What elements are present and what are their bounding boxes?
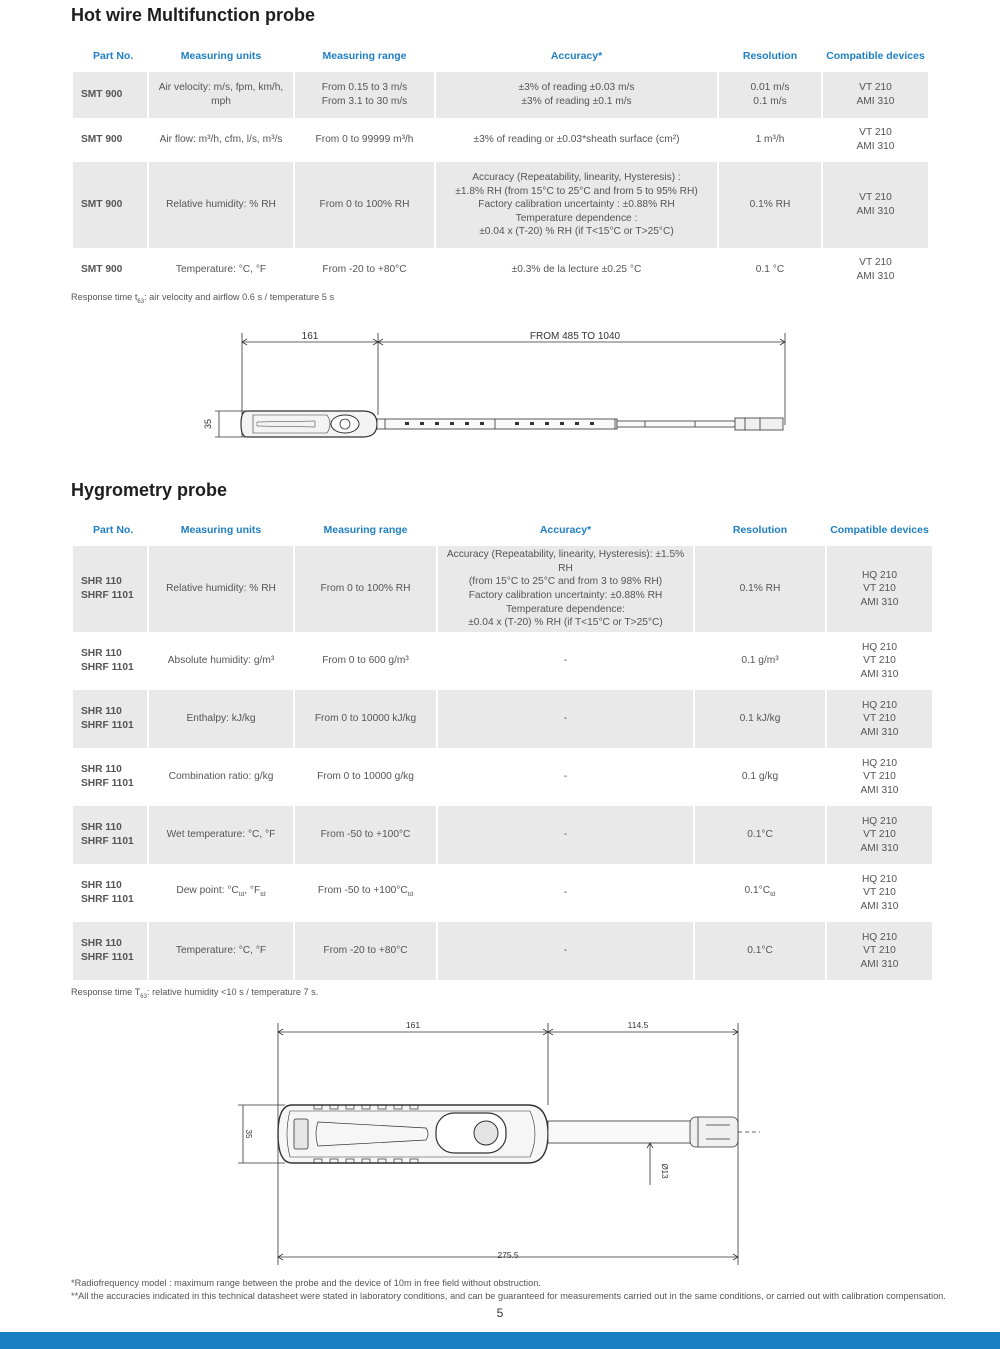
- cell-measuring-units: Wet temperature: °C, °F: [149, 806, 293, 864]
- cell-resolution: 1 m³/h: [719, 118, 821, 162]
- cell-measuring-units: Air velocity: m/s, fpm, km/h, mph: [149, 72, 293, 118]
- cell-compatible-devices: VT 210 AMI 310: [823, 72, 928, 118]
- cell-accuracy: ±3% of reading ±0.03 m/s ±3% of reading ±0.1 m/s: [436, 72, 717, 118]
- hygro-response-note: [71, 987, 318, 1000]
- cell-resolution: $0.1^\circ C_{td}$: [695, 864, 825, 922]
- table-row: [73, 864, 932, 922]
- table-row: [73, 632, 932, 690]
- cell-resolution: 0.1°C: [695, 806, 825, 864]
- footnotes: [71, 1277, 946, 1302]
- dim-handle-height: 35: [244, 1129, 253, 1139]
- footer-bar: [0, 1332, 1000, 1349]
- dim-handle-length: 161: [301, 331, 319, 342]
- table-row: [73, 922, 932, 980]
- cell-part-no: SHR 110 SHRF 1101: [73, 806, 147, 864]
- cell-measuring-range: From 0 to 100% RH: [295, 546, 436, 632]
- cell-part-no: SHR 110 SHRF 1101: [73, 546, 147, 632]
- cell-measuring-units: Temperature: °C, °F: [149, 248, 293, 292]
- cell-part-no: SMT 900: [73, 162, 147, 248]
- cell-accuracy: -: [438, 864, 693, 922]
- cell-measuring-range: From 0 to 99999 m³/h: [295, 118, 434, 162]
- cell-measuring-range: From -20 to +80°C: [295, 922, 436, 980]
- cell-measuring-range: From 0 to 600 g/m³: [295, 632, 436, 690]
- cell-measuring-range: From -20 to +80°C: [295, 248, 434, 292]
- cell-measuring-units: Relative humidity: % RH: [149, 162, 293, 248]
- cell-resolution: 0.1% RH: [719, 162, 821, 248]
- header-compatible-devices: Compatible devices: [830, 524, 929, 536]
- cell-compatible-devices: HQ 210 VT 210 AMI 310: [827, 864, 932, 922]
- cell-part-no: SHR 110 SHRF 1101: [73, 864, 147, 922]
- dim-total-length: 275.5: [497, 1250, 519, 1260]
- cell-compatible-devices: VT 210 AMI 310: [823, 248, 928, 292]
- subscript-td: td: [407, 891, 414, 899]
- cell-part-no: SMT 900: [73, 72, 147, 118]
- cell-measuring-units: Relative humidity: % RH: [149, 546, 293, 632]
- hotwire-title: Hot wire Multifunction probe: [71, 5, 315, 25]
- subscript-td: td: [238, 891, 245, 899]
- header-accuracy: Accuracy*: [550, 50, 603, 62]
- note-sub: 63: [137, 298, 145, 305]
- cell-compatible-devices: HQ 210 VT 210 AMI 310: [827, 632, 932, 690]
- subscript-td: td: [770, 891, 776, 899]
- cell-resolution: 0.1 kJ/kg: [695, 690, 825, 748]
- dim-sheath-diameter: Ø13: [660, 1163, 669, 1179]
- table-row: [73, 546, 932, 632]
- table-row: [73, 162, 928, 248]
- header-measuring-range: Measuring range: [322, 50, 407, 62]
- cell-resolution: 0.1 g/kg: [695, 748, 825, 806]
- cell-resolution: 0.1% RH: [695, 546, 825, 632]
- note-prefix: Response time t: [71, 292, 138, 302]
- footnote-accuracy: **All the accuracies indicated in this technical datasheet were stated in laboratory conditions, and can be guaranteed for measurements carried out in the same conditions, or carried out with calibration compensation.: [71, 1290, 946, 1301]
- header-part-no: Part No.: [93, 524, 134, 536]
- cell-part-no: SHR 110 SHRF 1101: [73, 632, 147, 690]
- cell-measuring-units: Absolute humidity: g/m³: [149, 632, 293, 690]
- cell-measuring-range: From -50 to +100°C: [295, 806, 436, 864]
- hotwire-probe-drawing: [195, 325, 805, 450]
- table-row: [73, 806, 932, 864]
- table-header-row: [73, 40, 928, 72]
- cell-compatible-devices: HQ 210 VT 210 AMI 310: [827, 922, 932, 980]
- cell-part-no: SHR 110 SHRF 1101: [73, 690, 147, 748]
- cell-accuracy: ±3% of reading or ±0.03*sheath surface (cm²): [436, 118, 717, 162]
- header-measuring-units: Measuring units: [180, 524, 262, 536]
- header-part-no: Part No.: [93, 50, 134, 62]
- dim-sheath-length: 114.5: [627, 1020, 649, 1030]
- table-header-row: [73, 514, 932, 546]
- cell-compatible-devices: VT 210 AMI 310: [823, 162, 928, 248]
- cell-measuring-range: From 0 to 10000 kJ/kg: [295, 690, 436, 748]
- note-prefix: Response time T: [71, 987, 141, 997]
- cell-measuring-units: Temperature: °C, °F: [149, 922, 293, 980]
- page-number: 5: [496, 1306, 504, 1320]
- dim-sheath-length: FROM 485 TO 1040: [529, 331, 621, 342]
- cell-accuracy: -: [438, 632, 693, 690]
- cell-measuring-units: Air flow: m³/h, cfm, l/s, m³/s: [149, 118, 293, 162]
- hygro-spec-table: [71, 514, 934, 980]
- cell-resolution: 0.01 m/s 0.1 m/s: [719, 72, 821, 118]
- dim-handle-length: 161: [405, 1020, 421, 1030]
- cell-accuracy: Accuracy (Repeatability, linearity, Hysteresis) : ±1.8% RH (from 15°C to 25°C and from 5 to 95% RH) Factory calibration uncertainty : ±0.88% RH Temperature dependence : ±0.04 x (T-20) % RH (if T<15°C or T>25°C): [436, 162, 717, 248]
- hygro-probe-drawing: [230, 1015, 770, 1265]
- cell-accuracy: -: [438, 922, 693, 980]
- cell-compatible-devices: HQ 210 VT 210 AMI 310: [827, 748, 932, 806]
- cell-part-no: SMT 900: [73, 248, 147, 292]
- hygro-title: Hygrometry probe: [71, 480, 228, 500]
- cell-measuring-range: From 0 to 10000 g/kg: [295, 748, 436, 806]
- cell-compatible-devices: HQ 210 VT 210 AMI 310: [827, 690, 932, 748]
- cell-measuring-range: From -50 to $+100^\circ C_{td}$: [295, 864, 436, 922]
- cell-compatible-devices: HQ 210 VT 210 AMI 310: [827, 546, 932, 632]
- cell-accuracy: Accuracy (Repeatability, linearity, Hysteresis): ±1.5% RH (from 15°C to 25°C and from 3 to 98% RH) Factory calibration uncertainty: ±0.88% RH Temperature dependence: ±0.04 x (T-20) % RH (if T<15°C or T>25°C): [438, 546, 693, 632]
- table-row: [73, 690, 932, 748]
- cell-measuring-range: From 0.15 to 3 m/s From 3.1 to 30 m/s: [295, 72, 434, 118]
- cell-resolution: 0.1 g/m³: [695, 632, 825, 690]
- cell-part-no: SHR 110 SHRF 1101: [73, 748, 147, 806]
- cell-accuracy: -: [438, 690, 693, 748]
- cell-accuracy: -: [438, 806, 693, 864]
- note-suffix: : relative humidity <10 s / temperature 7 s.: [146, 987, 319, 997]
- cell-measuring-units: Dew point: $^\circ C_{td}$, $^\circ F_{td}$: [149, 864, 293, 922]
- table-row: [73, 72, 928, 118]
- header-accuracy: Accuracy*: [539, 524, 592, 536]
- hotwire-response-note: [71, 292, 334, 305]
- header-resolution: Resolution: [742, 50, 798, 62]
- table-row: [73, 248, 928, 292]
- table-row: [73, 118, 928, 162]
- cell-measuring-range: From 0 to 100% RH: [295, 162, 434, 248]
- note-suffix: : air velocity and airflow 0.6 s / temperature 5 s: [144, 292, 335, 302]
- header-resolution: Resolution: [732, 524, 788, 536]
- cell-compatible-devices: HQ 210 VT 210 AMI 310: [827, 806, 932, 864]
- footnote-radiofrequency: *Radiofrequency model : maximum range between the probe and the device of 10m in free field without obstruction.: [71, 1278, 541, 1288]
- subscript-td: td: [260, 891, 266, 899]
- header-compatible-devices: Compatible devices: [826, 50, 925, 62]
- cell-part-no: SMT 900: [73, 118, 147, 162]
- cell-accuracy: ±0.3% de la lecture ±0.25 °C: [436, 248, 717, 292]
- cell-compatible-devices: VT 210 AMI 310: [823, 118, 928, 162]
- hotwire-spec-table: [71, 40, 930, 292]
- cell-measuring-units: Enthalpy: kJ/kg: [149, 690, 293, 748]
- header-measuring-units: Measuring units: [180, 50, 262, 62]
- cell-resolution: 0.1 °C: [719, 248, 821, 292]
- header-measuring-range: Measuring range: [323, 524, 408, 536]
- cell-measuring-units: Combination ratio: g/kg: [149, 748, 293, 806]
- note-sub: 63: [140, 993, 147, 1000]
- cell-accuracy: -: [438, 748, 693, 806]
- cell-resolution: 0.1°C: [695, 922, 825, 980]
- cell-part-no: SHR 110 SHRF 1101: [73, 922, 147, 980]
- dim-handle-height: 35: [203, 418, 213, 430]
- table-row: [73, 748, 932, 806]
